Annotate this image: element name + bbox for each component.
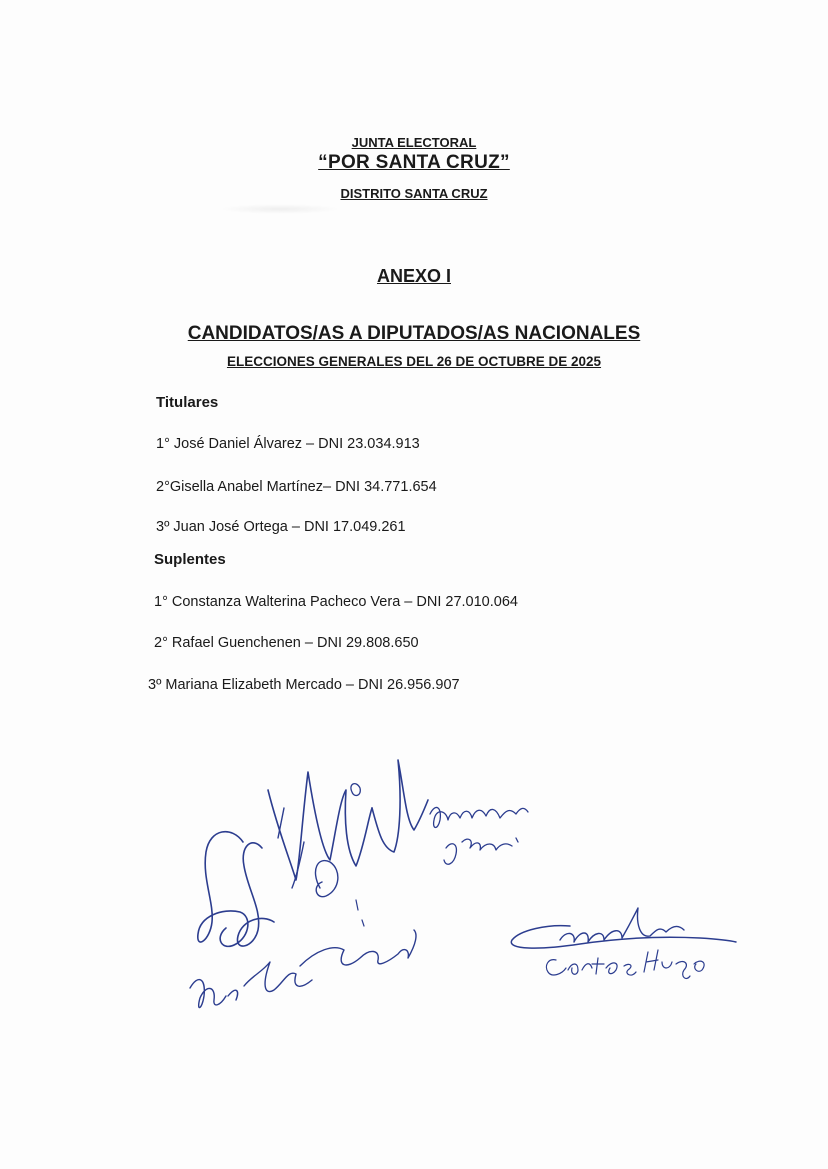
header-junta-electoral: JUNTA ELECTORAL [351,135,477,150]
signature-ibanez [190,832,416,1008]
suplente-candidate-1: 1° Constanza Walterina Pacheco Vera – DNI 27.010.064 [154,594,518,610]
elections-subtitle: ELECCIONES GENERALES DEL 26 DE OCTUBRE DE 2025 [226,354,602,369]
signature-cortes [511,908,736,978]
candidates-title: CANDIDATOS/AS A DIPUTADOS/AS NACIONALES [187,323,641,344]
header-party-name: “POR SANTA CRUZ” [318,152,510,173]
titular-candidate-3: 3º Juan José Ortega – DNI 17.049.261 [156,519,406,535]
annex-title: ANEXO I [376,266,451,286]
suplente-candidate-2: 2° Rafael Guenchenen – DNI 29.808.650 [154,635,419,651]
titular-candidate-1: 1° José Daniel Álvarez – DNI 23.034.913 [156,436,420,452]
scan-artifact [220,204,340,214]
titular-candidate-2: 2°Gisella Anabel Martínez– DNI 34.771.654 [156,479,437,495]
suplente-candidate-3: 3º Mariana Elizabeth Mercado – DNI 26.956.907 [148,677,460,693]
header-district: DISTRITO SANTA CRUZ [340,186,488,201]
suplentes-heading: Suplentes [154,551,226,568]
signature-macchiavelli [268,760,528,897]
titulares-heading: Titulares [156,394,219,411]
